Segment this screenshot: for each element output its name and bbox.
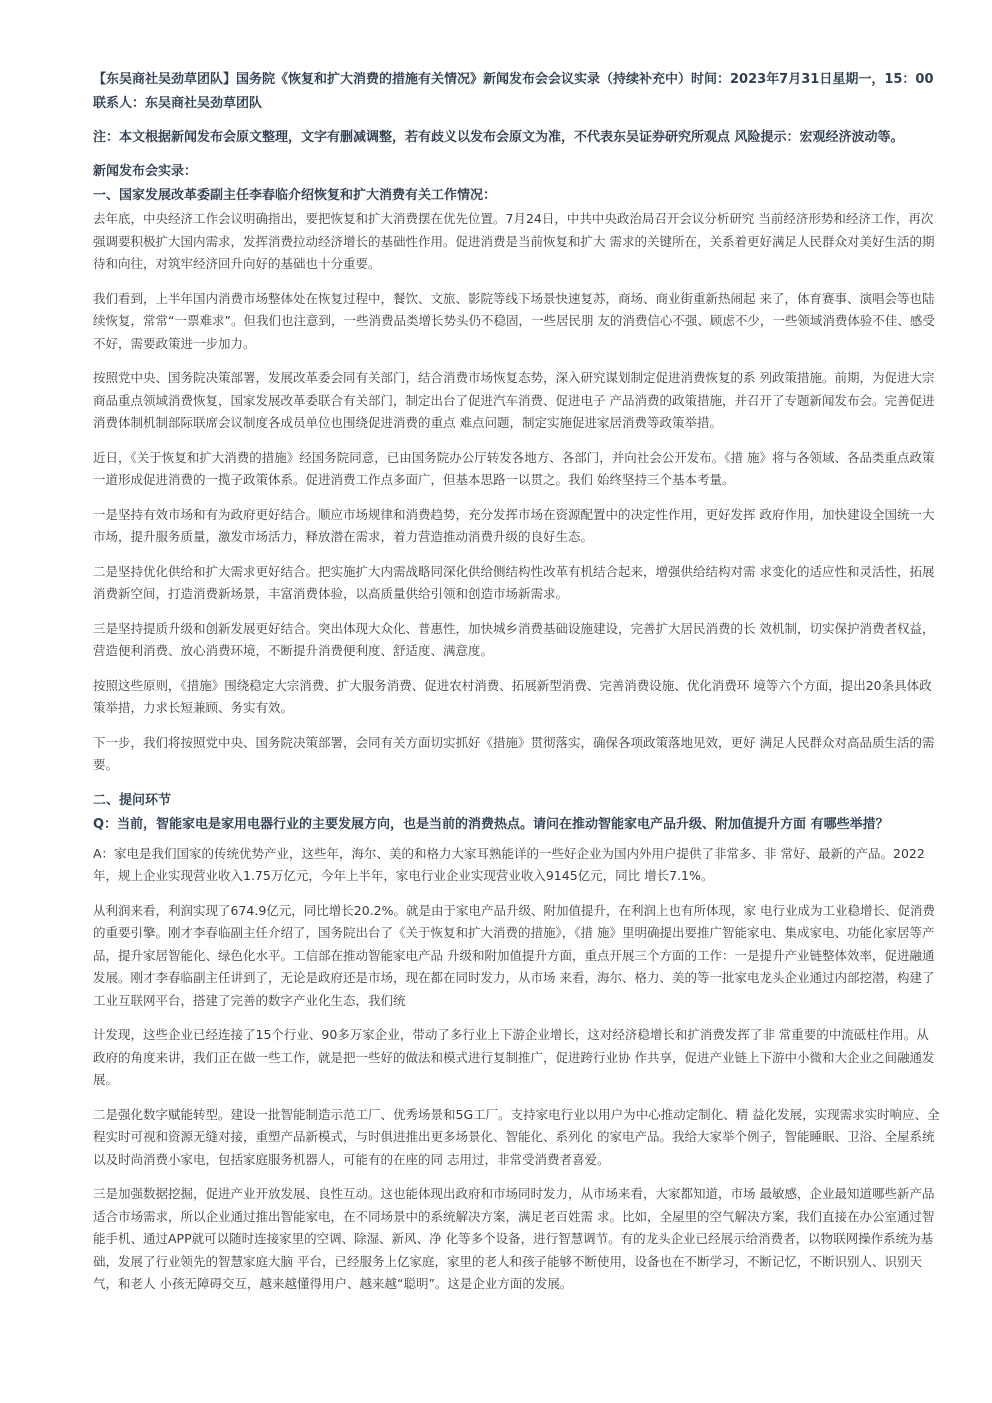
- paragraph: 按照党中央、国务院决策部署，发展改革委会同有关部门，结合消费市场恢复态势，深入研究谋划制定促进消费恢复的系 列政策措施。前期，为促进大宗商品重点领域消费恢复，国家发展改革委联合有关部门，制定出台了促进汽车消费、促进电子 产品消费的政策措施，并召开了专题新闻发布会。完善促进消费体制机制部际联席会议制度各成员单位也围绕促进消费的重点 难点问题，制定实施促进家居消费等政策举措。: [93, 370, 935, 430]
- paragraph: 我们看到，上半年国内消费市场整体处在恢复过程中，餐饮、文旅、影院等线下场景快速复苏，商场、商业街重新热闹起 来了，体育赛事、演唱会等也陆续恢复，常常“一票难求”。但我们也注意到，一些消费品类增长势头仍不稳固，一些居民朋 友的消费信心不强、顾虑不少，一些领域消费体验不佳、感受不好，需要政策进一步加力。: [93, 290, 935, 351]
- paragraph: 一是坚持有效市场和有为政府更好结合。顺应市场规律和消费趋势，充分发挥市场在资源配置中的决定性作用，更好发挥 政府作用，加快建设全国统一大市场，提升服务质量，激发市场活力，释放潜在需求，着力营造推动消费升级的良好生态。: [93, 506, 935, 544]
- answer-paragraph: 二是强化数字赋能转型。建设一批智能制造示范工厂、优秀场景和5G工厂。支持家电行业以用户为中心推动定制化、精 益化发展，实现需求实时响应、全程实时可视和资源无缝对接，重塑产品新模式，与时俱进推出更多场景化、智能化、系列化 的家电产品。我给大家举个例子，智能睡眠、卫浴、全屋系统以及时尚消费小家电，包括家庭服务机器人，可能有的在座的同 志用过，非常受消费者喜爱。: [93, 1106, 940, 1167]
- disclaimer-note: 注：本文根据新闻发布会原文整理，文字有删减调整，若有歧义以发布会原文为准，不代表东吴证券研究所观点 风险提示：宏观经济波动等。: [93, 130, 904, 145]
- document-page: [93, 68, 941, 1296]
- question: Q：当前，智能家电是家用电器行业的主要发展方向，也是当前的消费热点。请问在推动智能家电产品升级、附加值提升方面 有哪些举措？: [93, 816, 889, 832]
- answer-paragraph: A：家电是我们国家的传统优势产业，这些年，海尔、美的和格力大家耳熟能详的一些好企业为国内外用户提供了非常多、非 常好、最新的产品。2022年，规上企业实现营业收入1.75万亿元，今年上半年，家电行业企业实现营业收入9145亿元，同比 增长7.1%。: [93, 845, 925, 883]
- record-heading: 新闻发布会实录：: [93, 164, 198, 179]
- paragraph: 去年底，中央经济工作会议明确指出，要把恢复和扩大消费摆在优先位置。7月24日，中共中央政治局召开会议分析研究 当前经济形势和经济工作，再次强调要积极扩大国内需求，发挥消费拉动经济增长的基础性作用。促进消费是当前恢复和扩大 需求的关键所在，关系着更好满足人民群众对美好生活的期待和向往，对筑牢经济回升向好的基础也十分重要。: [93, 211, 935, 271]
- paragraph: 三是坚持提质升级和创新发展更好结合。突出体现大众化、普惠性，加快城乡消费基础设施建设，完善扩大居民消费的长 效机制，切实保护消费者权益，营造便利消费、放心消费环境，不断提升消费便利度、舒适度、满意度。: [93, 620, 935, 658]
- paragraph: 下一步，我们将按照党中央、国务院决策部署，会同有关方面切实抓好《措施》贯彻落实，确保各项政策落地见效，更好 满足人民群众对高品质生活的需要。: [93, 734, 935, 772]
- document-title: 【东吴商社吴劲草团队】国务院《恢复和扩大消费的措施有关情况》新闻发布会会议实录（持续补充中）时间：2023年7月31日星期一，15：00: [93, 72, 934, 87]
- part1-heading: 一、国家发展改革委副主任李春临介绍恢复和扩大消费有关工作情况：: [93, 188, 497, 203]
- answer-paragraph: 从利润来看，利润实现了674.9亿元，同比增长20.2%。就是由于家电产品升级、附加值提升，在利润上也有所体现，家 电行业成为工业稳增长、促消费的重要引擎。刚才李春临副主任介绍了，国务院出台了《关于恢复和扩大消费的措施》，《措 施》里明确提出要推广智能家电、集成家电、功能化家居等产品，提升家居智能化、绿色化水平。工信部在推动智能家电产品 升级和附加值提升方面，重点开展三个方面的工作：一是提升产业链整体效率，促进融通发展。刚才李春临副主任讲到了，无论是政府还是市场，现在都在同时发力，从市场 来看，海尔、格力、美的等一批家电龙头企业通过内部挖潜，构建了工业互联网平台，搭建了完善的数字产业化生态，我们统: [93, 902, 935, 1008]
- part2-heading: 二、提问环节: [93, 792, 172, 808]
- paragraph: 按照这些原则，《措施》围绕稳定大宗消费、扩大服务消费、促进农村消费、拓展新型消费、完善消费设施、优化消费环 境等六个方面，提出20条具体政策举措，力求长短兼顾、务实有效。: [93, 677, 932, 715]
- paragraph: 二是坚持优化供给和扩大需求更好结合。把实施扩大内需战略同深化供给侧结构性改革有机结合起来，增强供给结构对需 求变化的适应性和灵活性，拓展消费新空间，打造消费新场景，丰富消费体验，以高质量供给引领和创造市场新需求。: [93, 563, 935, 601]
- answer-paragraph: 计发现，这些企业已经连接了15个行业、90多万家企业，带动了多行业上下游企业增长，这对经济稳增长和扩消费发挥了非 常重要的中流砥柱作用。从政府的角度来讲，我们正在做一些工作，就是把一些好的做法和模式进行复制推广，促进跨行业协 作共享，促进产业链上下游中小微和大企业之间融通发展。: [93, 1027, 935, 1087]
- contact-line: 联系人：东吴商社吴劲草团队: [93, 96, 263, 111]
- paragraph: 近日，《关于恢复和扩大消费的措施》经国务院同意，已由国务院办公厅转发各地方、各部门，并向社会公开发布。《措 施》将与各领域、各品类重点政策一道形成促进消费的一揽子政策体系。促进消费工作点多面广，但基本思路一以贯之。我们 始终坚持三个基本考量。: [93, 449, 935, 487]
- answer-paragraph: 三是加强数据挖掘，促进产业开放发展、良性互动。这也能体现出政府和市场同时发力，从市场来看，大家都知道，市场 最敏感，企业最知道哪些新产品适合市场需求，所以企业通过推出智能家电，在不同场景中的系统解决方案，满足老百姓需 求。比如，全屋里的空气解决方案，我们直接在办公室通过智能手机、通过APP就可以随时连接家里的空调、除湿、新风、净 化等多个设备，进行智慧调节。有的龙头企业已经展示给消费者，以物联网操作系统为基础，发展了行业领先的智慧家庭大脑 平台，已经服务上亿家庭，家里的老人和孩子能够不断使用，设备也在不断学习，不断记忆，不断识别人、识别天气，和老人 小孩无障碍交互，越来越懂得用户、越来越“聪明”。这是企业方面的发展。: [93, 1186, 935, 1291]
